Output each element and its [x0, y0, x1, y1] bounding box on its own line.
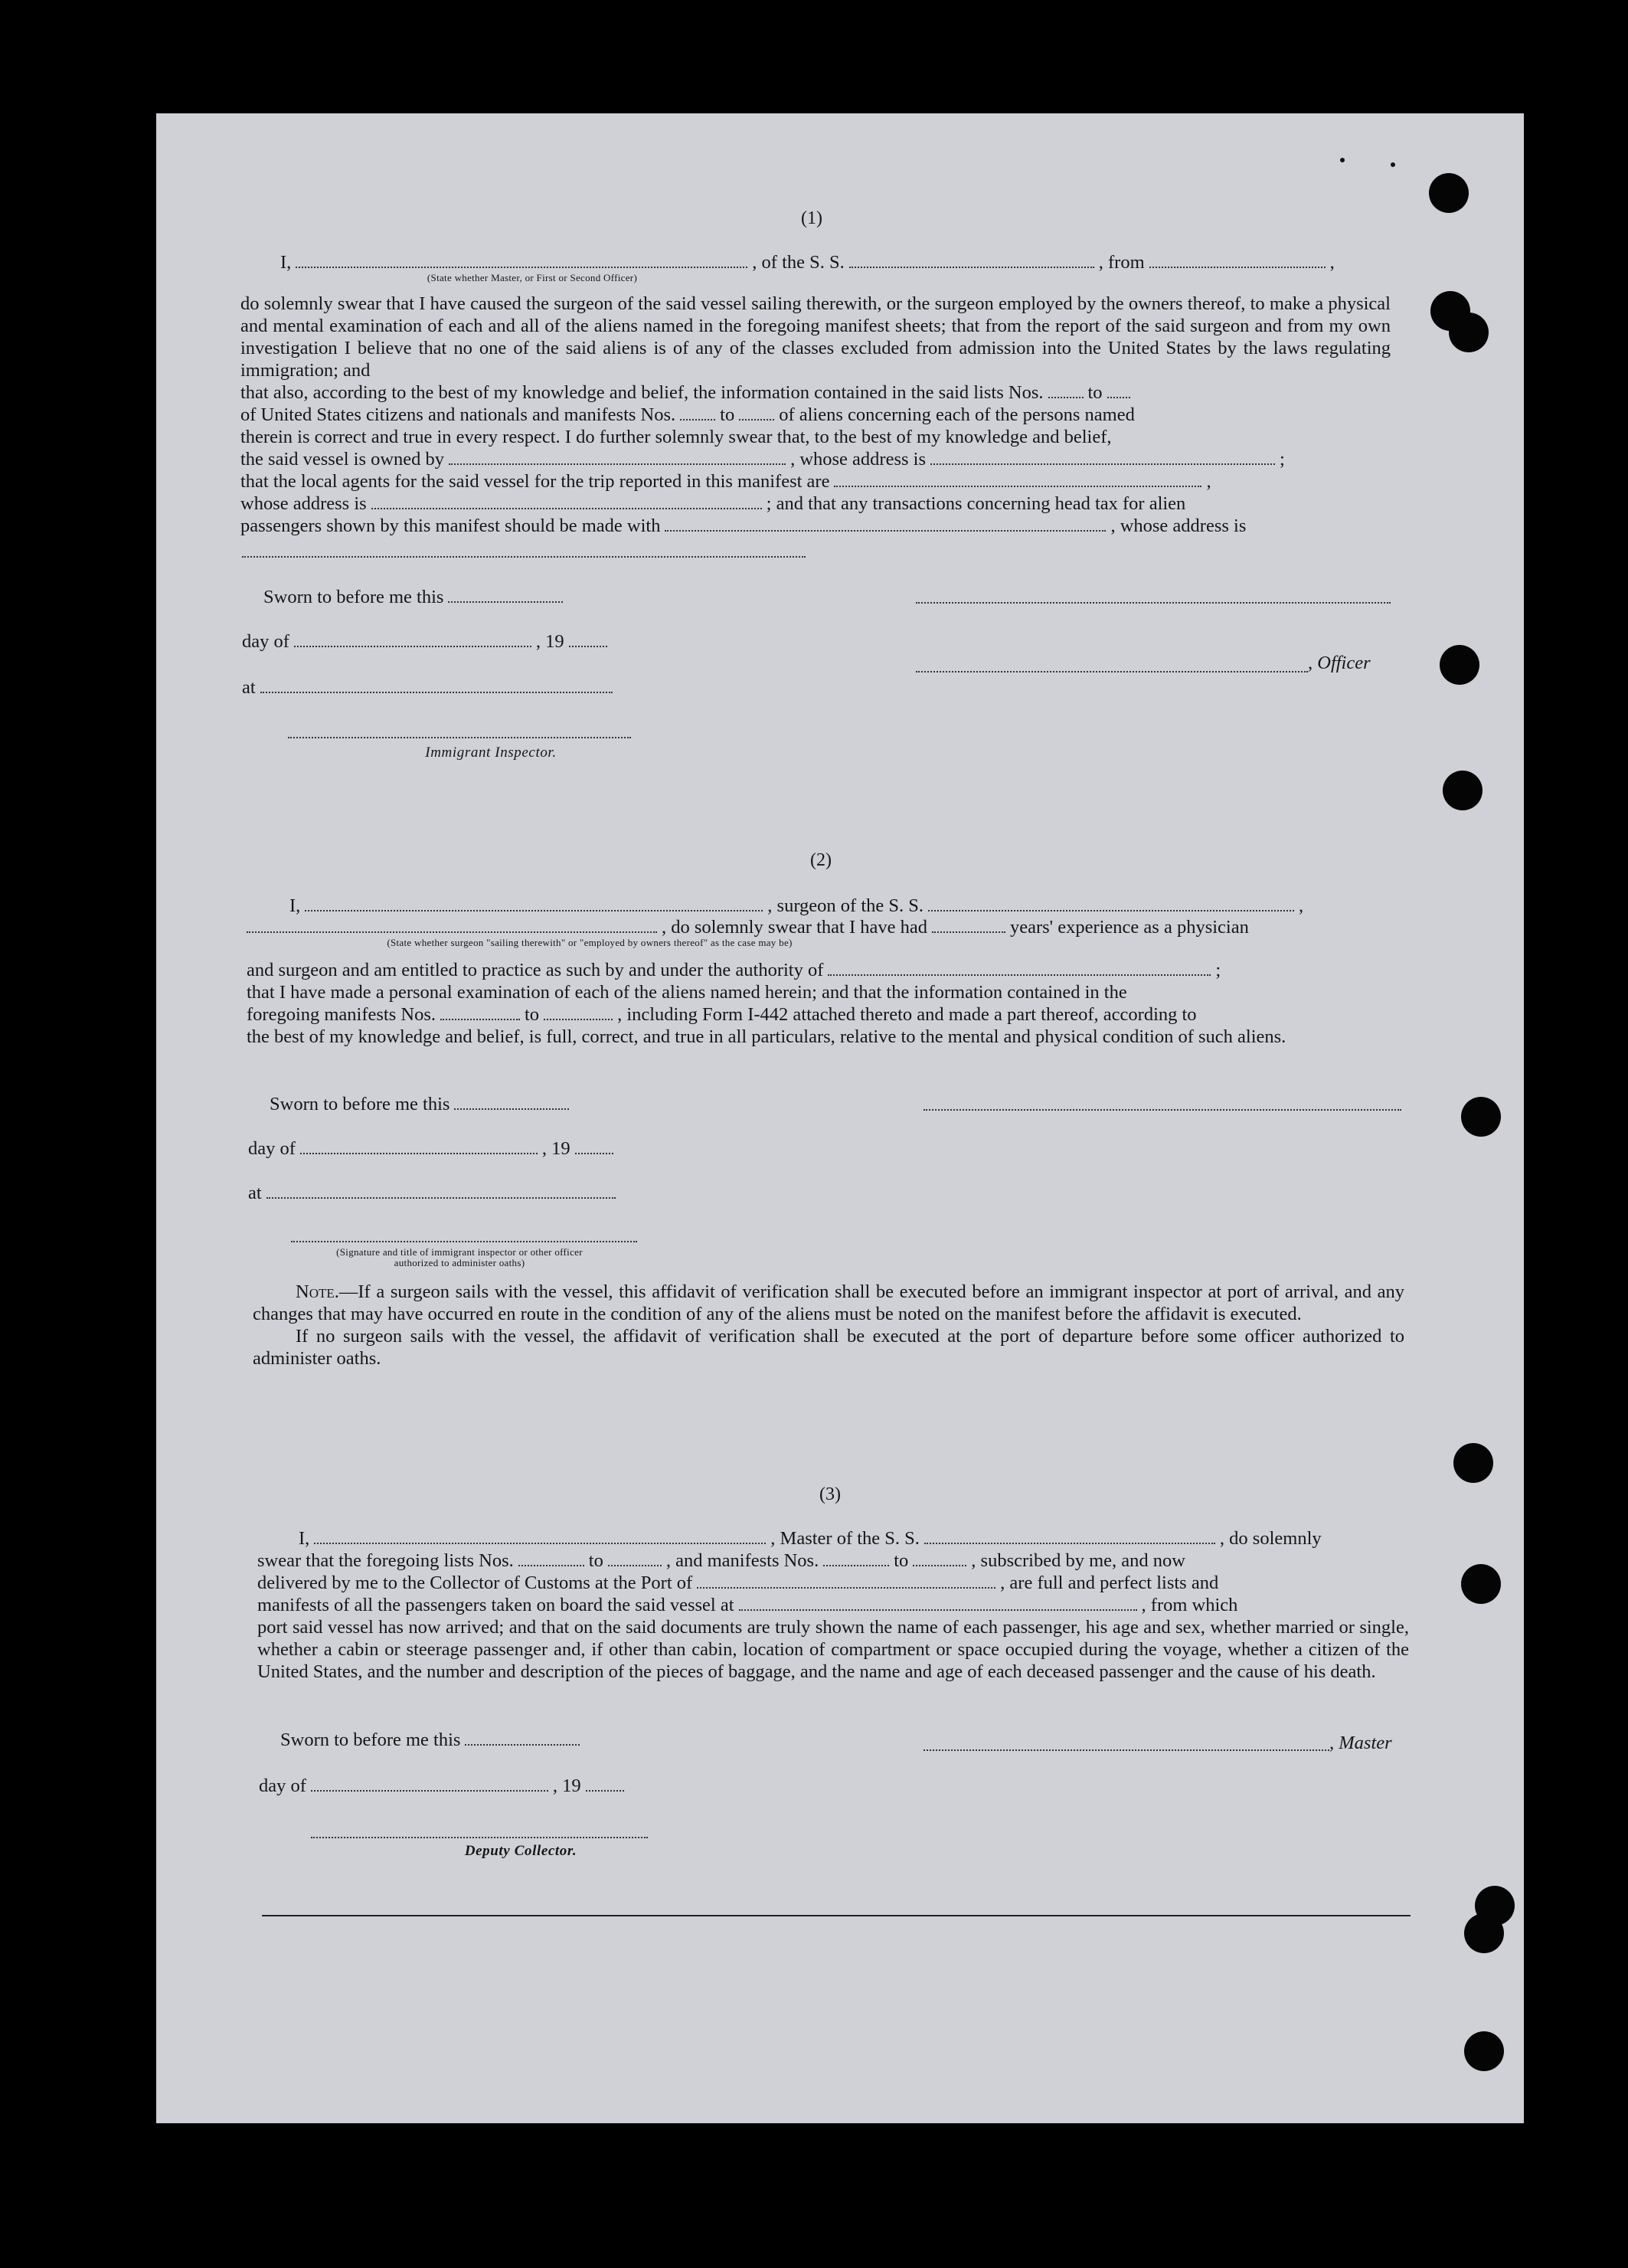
section-2-at: at [248, 1183, 620, 1204]
year-field[interactable] [569, 646, 607, 647]
signature-title-note: (Signature and title of immigrant inspector or other officer authorized to administer oaths) [336, 1246, 583, 1268]
binder-hole [1464, 2031, 1504, 2071]
authority-field[interactable] [828, 974, 1211, 976]
section-2-heading: (2) [810, 850, 832, 870]
sworn-day-field[interactable] [448, 601, 563, 603]
head-tax-address-field[interactable] [242, 556, 806, 558]
master-name-field[interactable] [314, 1543, 766, 1544]
master-signature-field[interactable] [924, 1749, 1329, 1751]
deputy-caption: Deputy Collector. [464, 1843, 577, 1859]
specks [1340, 158, 1345, 162]
officer-signature-field[interactable] [916, 602, 1391, 604]
surgeon-status-field[interactable] [247, 931, 657, 933]
binder-hole [1464, 1913, 1504, 1953]
lists-from-field[interactable] [1048, 397, 1084, 398]
vessel-name-field-3[interactable] [924, 1543, 1215, 1544]
place-field-2[interactable] [266, 1197, 616, 1199]
bottom-rule [262, 1915, 1411, 1916]
section-1-day: day of , 19 [242, 631, 612, 653]
section-2-day: day of , 19 [248, 1138, 618, 1160]
officer-name-field[interactable] [916, 671, 1308, 673]
owner-address-field[interactable] [930, 463, 1275, 465]
manifests-to-field-2[interactable] [544, 1019, 613, 1020]
manifests-to-field[interactable] [739, 419, 774, 421]
head-tax-contact-field[interactable] [665, 530, 1106, 532]
section-3-sworn: Sworn to before me this [280, 1730, 584, 1751]
officer-label: , Officer [1308, 653, 1371, 673]
vessel-name-field-2[interactable] [928, 910, 1294, 911]
section-3-heading: (3) [819, 1484, 841, 1504]
month-field[interactable] [294, 646, 531, 647]
vessel-name-field[interactable] [849, 267, 1094, 268]
binder-hole [1449, 313, 1489, 352]
section-2-sworn: Sworn to before me this [270, 1094, 574, 1115]
binder-hole [1461, 1097, 1501, 1137]
surgeon-signature-field[interactable] [924, 1109, 1401, 1111]
section-1-paragraph: do solemnly swear that I have caused the surgeon of the said vessel sailing therewith, or the surgeon employed by the owners thereof, to make a physical and mental examination of each and all of the aliens named in the foregoing manifest sheets; that from the report of the said surgeon and from my own investigation I believe that no one of the said aliens is of any of the classes excluded from admission into the United States by the laws regulating immigration; and that also, according to the best of my knowledge and belief, the information contained in the said lists Nos. to of United States citizens and nationals and manifests Nos. to of aliens concerning each of the persons named therein is correct and true in every respect. I do further solemnly swear that, to the best of my knowledge and belief, the said vessel is owned by , whose address is ; that the local agents for the said vessel for the trip reported in this manifest are , whose address is ; and that any transactions concerning head tax for alien passengers shown by this manifest should be made with , whose address is [240, 293, 1391, 536]
place-field[interactable] [260, 692, 613, 693]
manifests-to-field-3[interactable] [913, 1565, 966, 1566]
specks [1391, 162, 1395, 167]
surgeon-status-note: (State whether surgeon "sailing therewith" or "employed by owners thereof" as the case may be) [387, 937, 793, 948]
officer-rank-note: (State whether Master, or First or Second Officer) [427, 272, 638, 283]
section-3-day: day of , 19 [259, 1775, 629, 1797]
section-2-paragraph: and surgeon and am entitled to practice as such by and under the authority of ; that I have made a personal examination of each of the aliens named herein; and that the information contained in the foregoing manifests Nos. to , including Form I-442 attached thereto and made a part thereof, according to the best of my knowledge and belief, is full, correct, and true in all particulars, relative to the mental and physical condition of such aliens. [247, 960, 1286, 1047]
year-field-3[interactable] [586, 1790, 624, 1792]
sworn-day-field-2[interactable] [454, 1108, 569, 1110]
surgeon-name-field[interactable] [305, 910, 763, 911]
lists-to-field-3[interactable] [608, 1565, 662, 1566]
section-1-heading: (1) [801, 208, 822, 228]
binder-hole [1429, 173, 1469, 213]
manifests-from-field-2[interactable] [440, 1019, 520, 1020]
local-agents-field[interactable] [834, 486, 1201, 487]
departure-port-field[interactable] [739, 1609, 1137, 1611]
section-2-line-2: , do solemnly swear that I have had years' experience as a physician [247, 916, 1403, 938]
lists-from-field-3[interactable] [518, 1565, 584, 1566]
sworn-day-field-3[interactable] [465, 1744, 580, 1746]
agents-address-field[interactable] [371, 508, 762, 509]
oath-officer-signature-field[interactable] [291, 1241, 637, 1242]
binder-hole [1440, 645, 1479, 685]
binder-hole [1453, 1443, 1493, 1483]
section-3-paragraph: I, , Master of the S. S. , do solemnly swear that the foregoing lists Nos. to , and manifests Nos. to , subscribed by me, and now delivered by me to the Collector of Customs at the Port of , are full and perfect lists and manifests of all the passengers taken on board the said vessel at , from which port said vessel has now arrived; and that on the said documents are truly shown the name of each passenger, his age and sex, whether married or single, whether a cabin or steerage passenger and, if other than cabin, location of compartment or space occupied during the voyage, whether a citizen of the United States, and the number and description of the pieces of baggage, and the name and age of each deceased passenger and the cause of his death. [257, 1528, 1409, 1682]
section-1-at: at [242, 677, 617, 699]
year-field-2[interactable] [575, 1153, 613, 1154]
section-1-sworn: Sworn to before me this [263, 587, 567, 608]
inspector-signature-field[interactable] [288, 737, 631, 738]
years-experience-field[interactable] [932, 931, 1005, 933]
lists-to-field[interactable] [1107, 397, 1130, 398]
officer-rank-field[interactable] [296, 267, 747, 268]
manifests-from-field[interactable] [680, 419, 715, 421]
section-2-line-1: I, , surgeon of the S. S. , [289, 895, 1304, 916]
from-port-field[interactable] [1149, 267, 1326, 268]
surgeon-note: Note.—If a surgeon sails with the vessel, this affidavit of verification shall be executed before an immigrant inspector at port of arrival, and any changes that may have occurred en route in the condition of any of the aliens must be noted on the manifest before the affidavit is executed. If no surgeon sails with the vessel, the affidavit of verification shall be executed at the port of departure before some officer authorized to administer oaths. [253, 1281, 1404, 1369]
port-field[interactable] [697, 1587, 995, 1589]
inspector-caption: Immigrant Inspector. [425, 745, 557, 761]
owner-field[interactable] [449, 463, 786, 465]
section-1-line-1: I, , of the S. S. , from , [280, 252, 1335, 273]
manifests-from-field-3[interactable] [823, 1565, 889, 1566]
month-field-3[interactable] [311, 1790, 548, 1792]
binder-hole [1443, 771, 1483, 810]
month-field-2[interactable] [300, 1153, 538, 1154]
master-label: , Master [1329, 1733, 1392, 1753]
deputy-signature-field[interactable] [311, 1837, 648, 1838]
binder-hole [1461, 1564, 1501, 1604]
